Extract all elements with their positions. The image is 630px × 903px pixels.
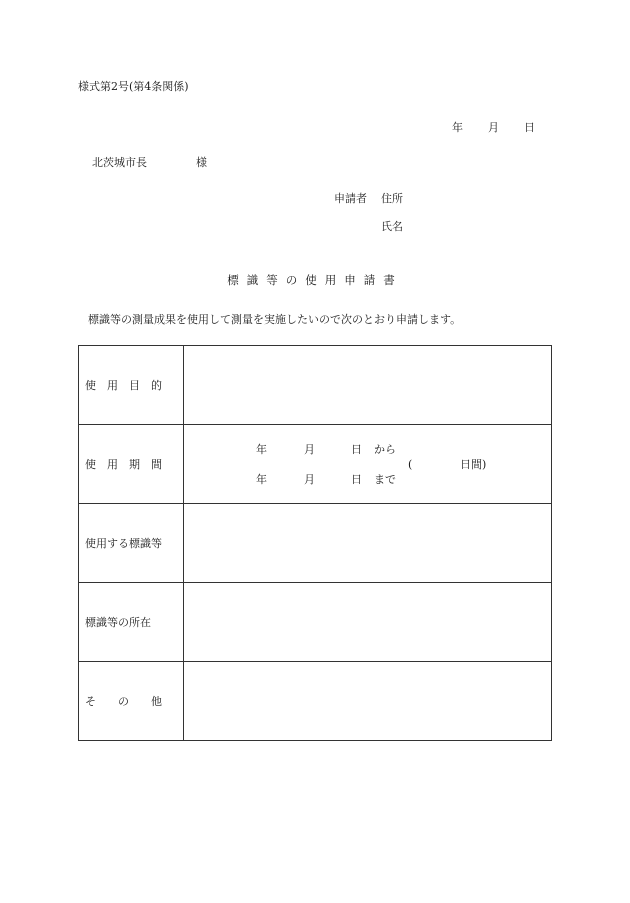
name-label: 氏名: [381, 220, 403, 233]
period-to-label: まで: [374, 473, 396, 486]
document-title: 標識等の使用申請書: [227, 273, 403, 287]
period-from-label: から: [374, 443, 396, 456]
row-label: 標識等の所在: [79, 583, 184, 662]
period-field[interactable]: [184, 425, 552, 504]
table-row: [79, 583, 552, 662]
period-paren-open: (: [408, 458, 413, 471]
table-row: [79, 504, 552, 583]
period-from-year: 年: [256, 443, 267, 456]
table-row: [79, 346, 552, 425]
row-label: 使 用 目 的: [79, 346, 184, 425]
row-label: 使用する標識等: [79, 504, 184, 583]
marker-location-field[interactable]: [184, 583, 552, 662]
period-to-year: 年: [256, 473, 267, 486]
period-to-day: 日: [351, 473, 362, 486]
application-table: [78, 345, 552, 741]
row-label: そ の 他: [79, 662, 184, 741]
period-from-month: 月: [304, 443, 315, 456]
intro-text: 標識等の測量成果を使用して測量を実施したいので次のとおり申請します。: [88, 313, 462, 326]
date-day-label: 日: [524, 121, 535, 134]
date-year-label: 年: [452, 121, 463, 134]
other-field[interactable]: [184, 662, 552, 741]
table-row: [79, 425, 552, 504]
period-days-label: 日間): [460, 458, 487, 471]
period-grid: [184, 425, 551, 503]
period-from-day: 日: [351, 443, 362, 456]
addressee-honorific: 様: [196, 156, 207, 169]
row-label: 使 用 期 間: [79, 425, 184, 504]
markers-used-field[interactable]: [184, 504, 552, 583]
purpose-field[interactable]: [184, 346, 552, 425]
applicant-label: 申請者: [334, 192, 367, 205]
addressee-city: 北茨城市長: [92, 156, 147, 169]
form-number: 様式第2号(第4条関係): [78, 80, 189, 93]
date-month-label: 月: [488, 121, 499, 134]
address-label: 住所: [381, 192, 403, 205]
period-to-month: 月: [304, 473, 315, 486]
table-row: [79, 662, 552, 741]
